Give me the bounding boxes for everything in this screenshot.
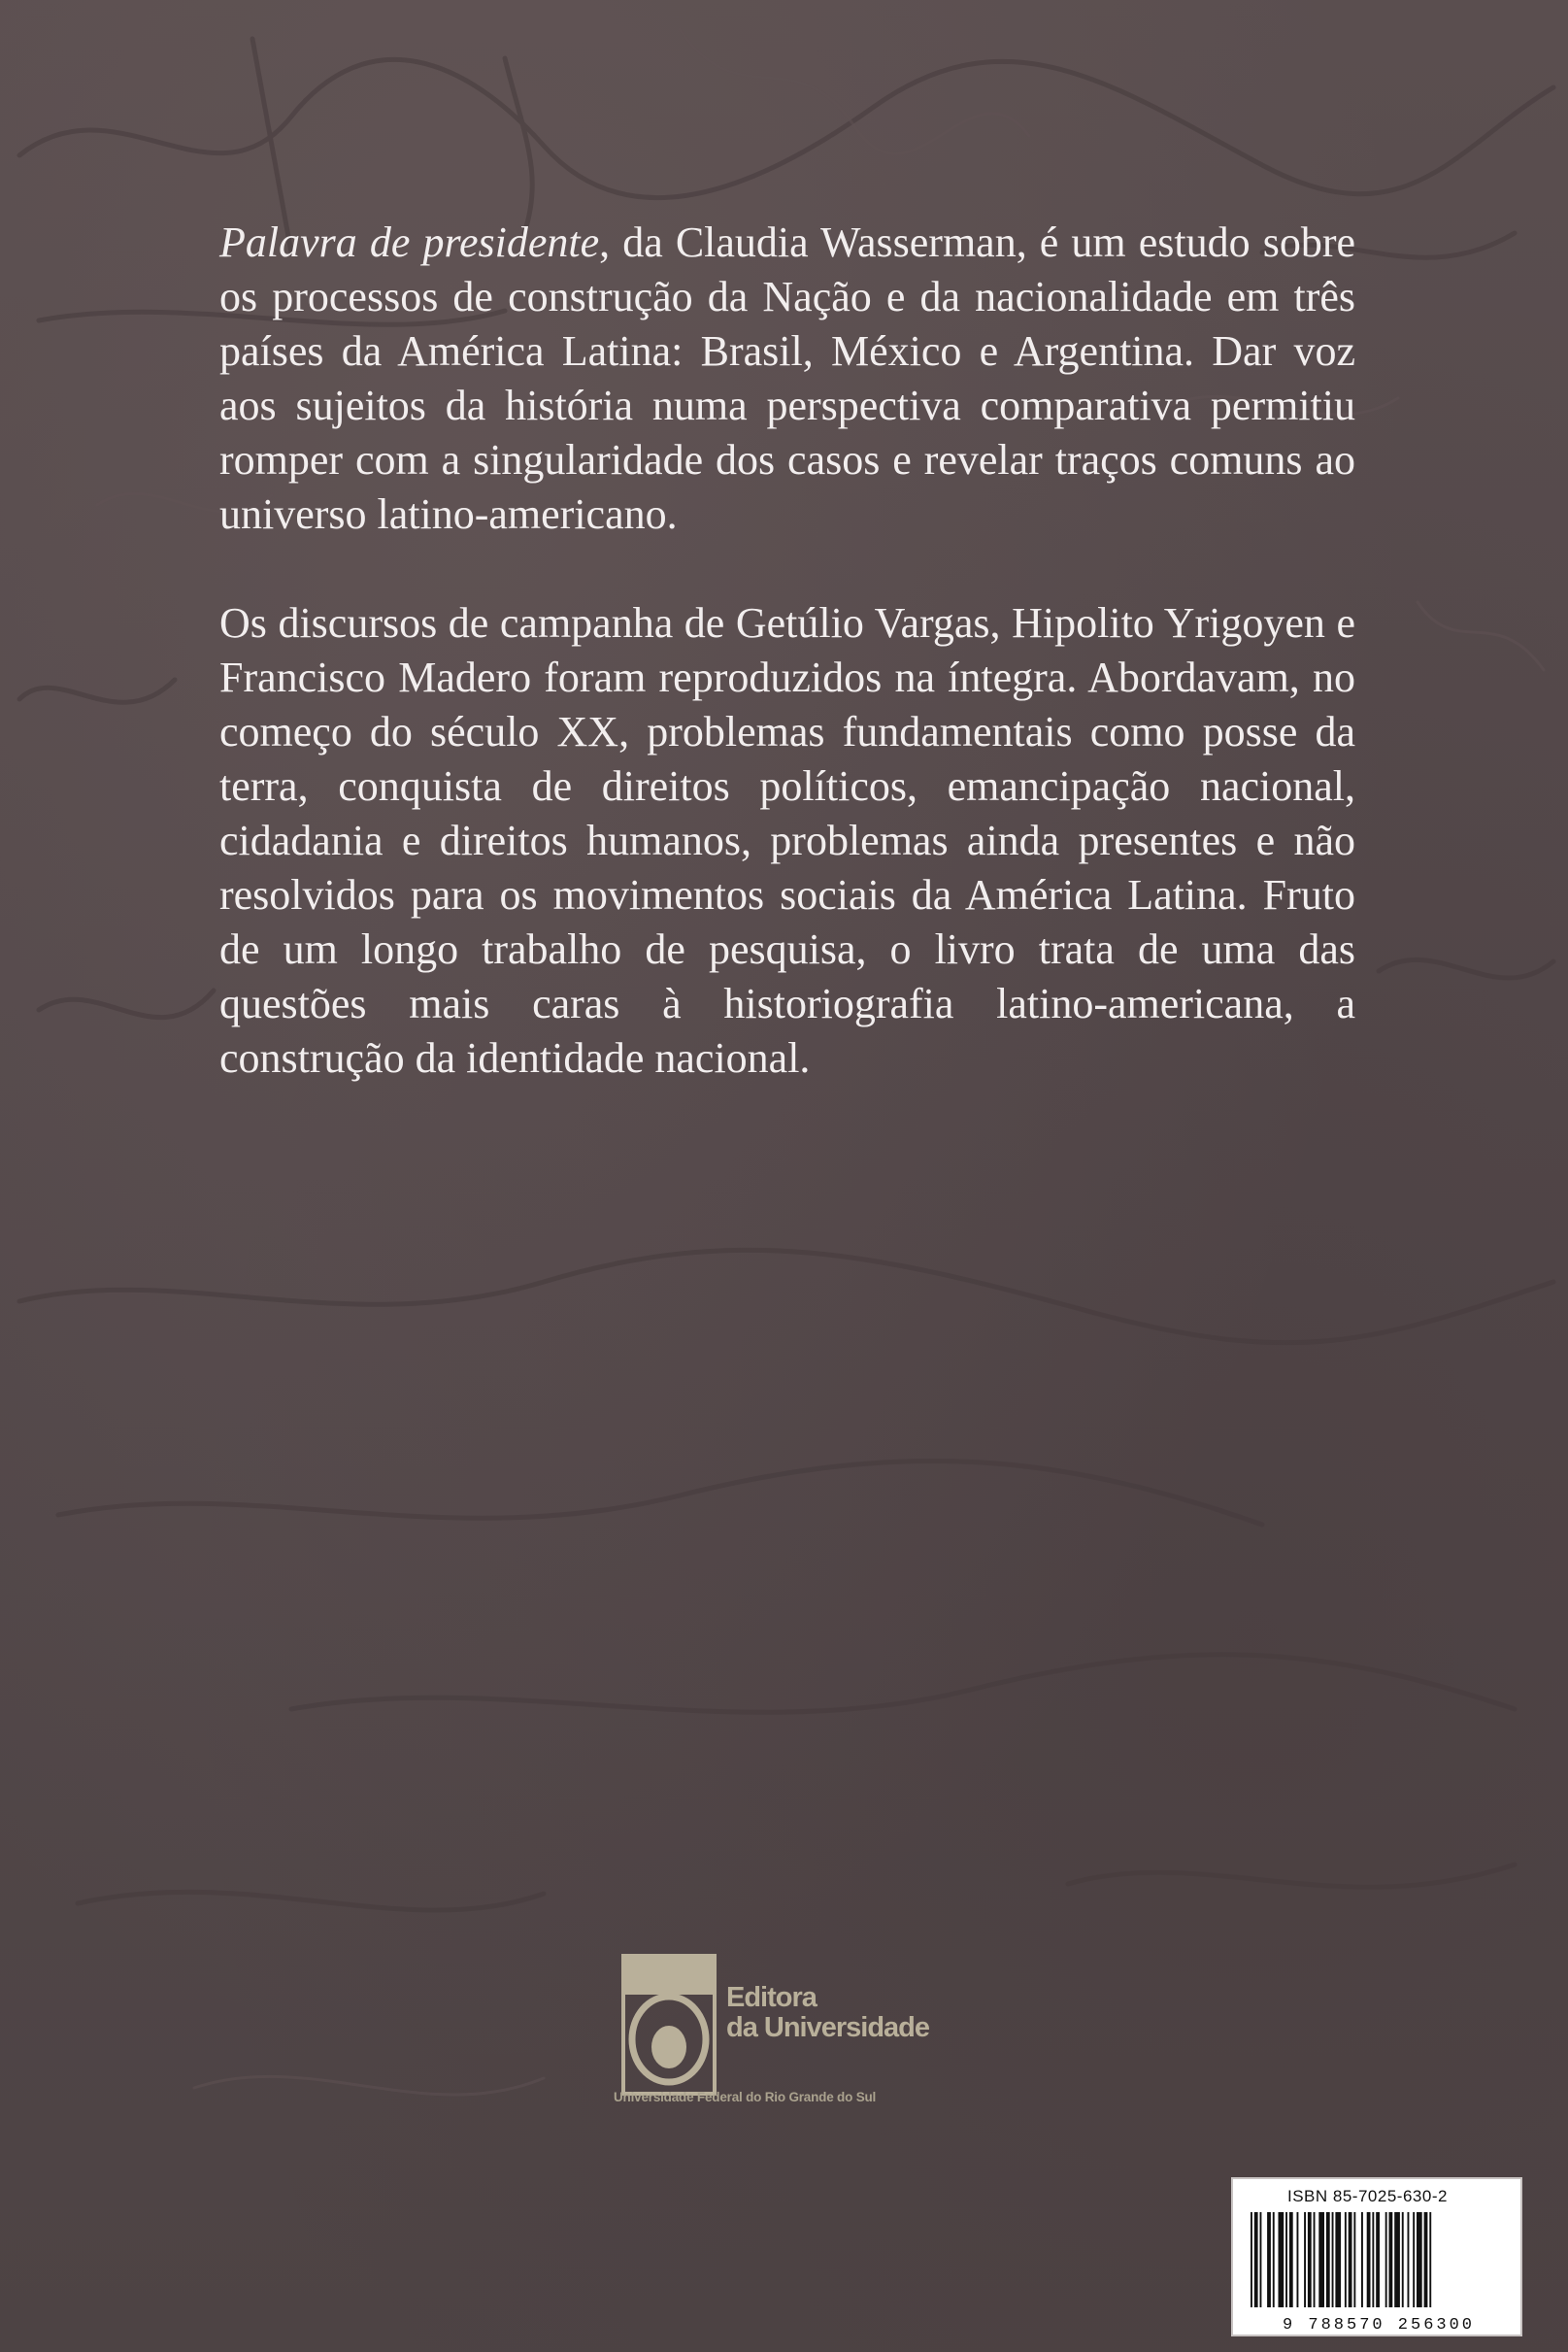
publisher-name-line-1: Editora <box>726 1982 817 2013</box>
barcode-bar <box>1394 2212 1400 2307</box>
barcode-bar <box>1314 2212 1316 2307</box>
barcode-bar <box>1372 2212 1374 2307</box>
barcode-bar <box>1408 2212 1410 2307</box>
barcode-bar <box>1267 2212 1271 2307</box>
barcode-bar <box>1308 2212 1312 2307</box>
barcode-bar <box>1332 2212 1334 2307</box>
barcode-bar <box>1424 2212 1428 2307</box>
barcode-bar <box>1260 2212 1262 2307</box>
publisher-emblem-icon <box>621 1954 717 2096</box>
barcode-bar <box>1304 2212 1306 2307</box>
book-title: Palavra de presidente <box>219 218 600 266</box>
barcode-bar <box>1326 2212 1330 2307</box>
publisher-subtitle: Universidade Federal do Rio Grande do Sul <box>614 2090 877 2104</box>
barcode-bar <box>1273 2212 1275 2307</box>
barcode-bars <box>1251 2212 1431 2307</box>
barcode-bar <box>1285 2212 1287 2307</box>
blurb-text <box>219 216 1355 1140</box>
barcode-bar <box>1349 2212 1352 2307</box>
barcode-graphic <box>1241 2212 1517 2333</box>
barcode-bar <box>1289 2212 1293 2307</box>
isbn-label: ISBN 85-7025-630-2 <box>1287 2187 1448 2205</box>
isbn-barcode <box>1231 2177 1522 2336</box>
blurb-paragraph-1-text: , da Claudia Wasserman, é um estudo sobre os processos de construção da Nação e da nacionalidade em três países da América Latina: Brasil, México e Argentina. Dar voz aos sujeitos da história numa perspectiva comparativa permitiu romper com a singularidade dos casos e revelar traços comuns ao universo latino-americano. <box>219 218 1355 538</box>
barcode-bar <box>1335 2212 1341 2307</box>
barcode-bar <box>1318 2212 1324 2307</box>
barcode-bar <box>1413 2212 1415 2307</box>
barcode-bar <box>1385 2212 1387 2307</box>
barcode-bar <box>1376 2212 1380 2307</box>
barcode-bar <box>1345 2212 1347 2307</box>
blurb-paragraph-1 <box>219 216 1355 542</box>
barcode-bar <box>1402 2212 1404 2307</box>
blurb-paragraph-2: Os discursos de campanha de Getúlio Vargas, Hipolito Yrigoyen e Francisco Madero foram reproduzidos na íntegra. Abordavam, no começo do século XX, problemas fundamentais como posse da terra, conquista de direitos políticos, emancipação nacional, cidadania e direitos humanos, problemas ainda presentes e não resolvidos para os movimentos sociais da América Latina. Fruto de um longo trabalho de pesquisa, o livro trata de uma das questões mais caras à historiografia latino-americana, a construção da identidade nacional. <box>219 599 1355 1082</box>
publisher-name-line-2: da Universidade <box>726 2012 930 2043</box>
barcode-bar <box>1429 2212 1431 2307</box>
publisher-name <box>726 1983 929 2043</box>
barcode-bar <box>1389 2212 1393 2307</box>
barcode-bar <box>1251 2212 1252 2307</box>
publisher-logo <box>614 1954 951 2109</box>
barcode-bar <box>1254 2212 1258 2307</box>
barcode-digits: 9 788570 256300 <box>1282 2316 1476 2333</box>
barcode-bar <box>1417 2212 1422 2307</box>
barcode-bar <box>1361 2212 1363 2307</box>
barcode-bar <box>1279 2212 1284 2307</box>
barcode-bar <box>1297 2212 1299 2307</box>
barcode-bar <box>1353 2212 1355 2307</box>
barcode-bar <box>1367 2212 1371 2307</box>
